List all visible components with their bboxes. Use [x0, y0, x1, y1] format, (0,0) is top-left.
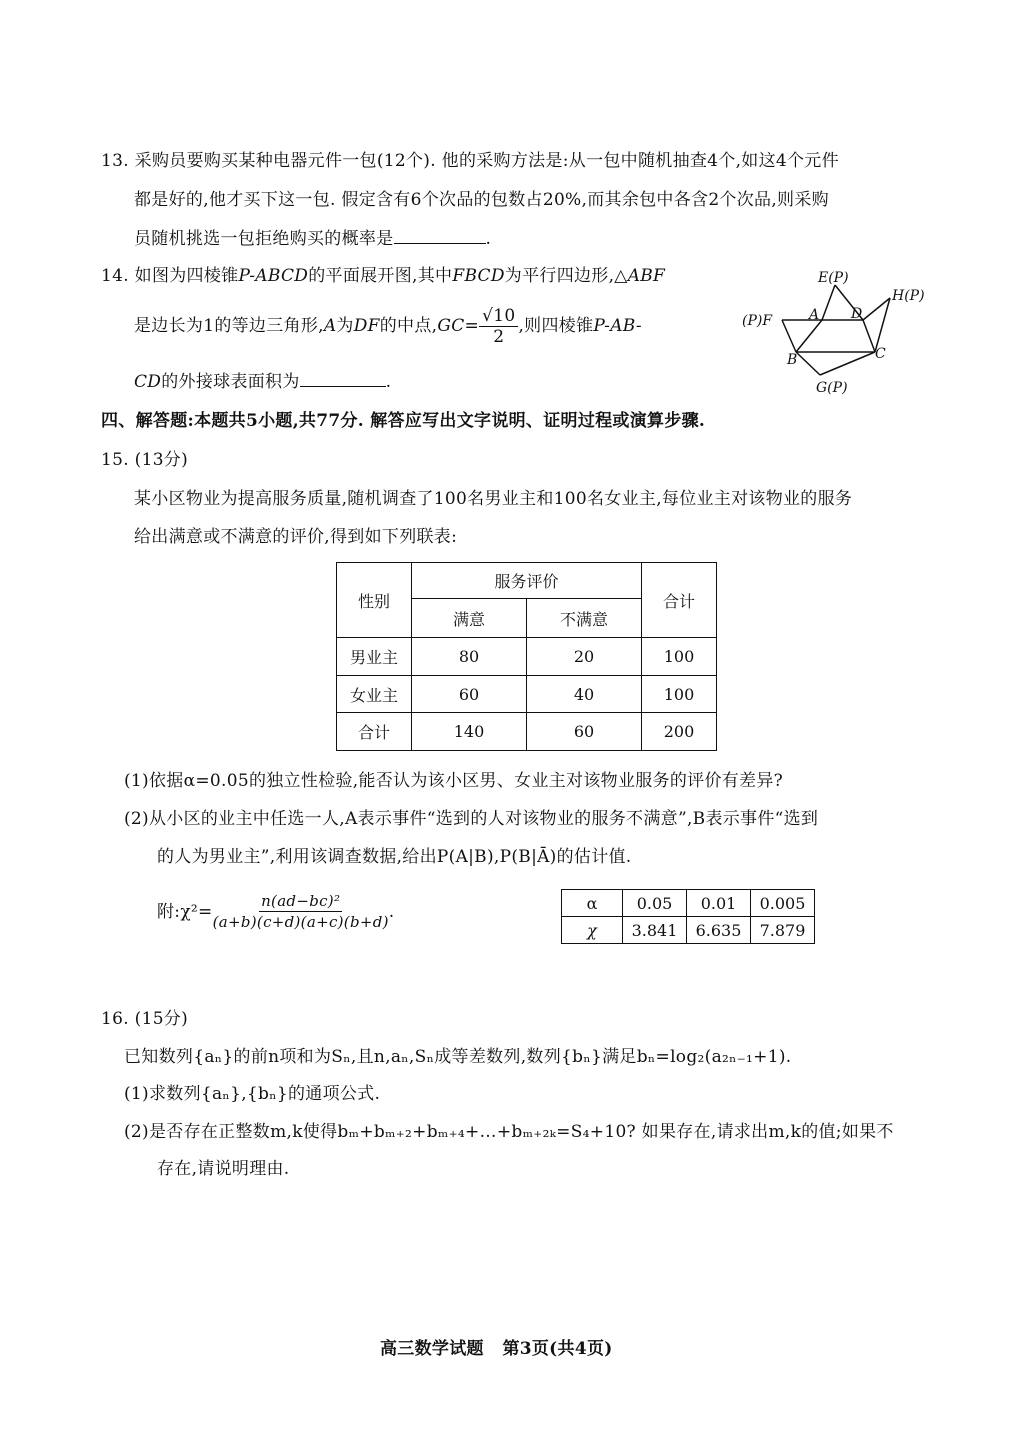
edge-AE: [822, 285, 835, 320]
section-4-heading: 四、解答题:本题共5小题,共77分. 解答应写出文字说明、证明过程或演算步骤.: [101, 411, 706, 431]
q13-answer-blank: [394, 229, 486, 244]
q14-frac-num: √10: [479, 306, 518, 327]
label-H: H(P): [892, 288, 925, 304]
figure-lines: [782, 285, 890, 375]
formula-fraction: [213, 891, 389, 932]
crit-chi-label: χ: [562, 917, 623, 944]
cell-total: 100: [642, 676, 717, 713]
row-label: 合计: [337, 713, 412, 751]
q16-subquestion-1: (1)求数列{aₙ},{bₙ}的通项公式.: [124, 1084, 381, 1104]
cell-unsatisfied: 60: [527, 713, 642, 751]
table-row: [337, 638, 717, 676]
chi-square-formula: [157, 891, 395, 932]
edge-CH: [875, 298, 890, 352]
q14-line2: [134, 306, 642, 347]
q14-fraction: [479, 306, 518, 347]
formula-end: .: [388, 901, 395, 922]
q14-text: 的平面展开图,其中: [308, 266, 453, 286]
crit-value: 6.635: [687, 917, 751, 944]
cell-total: 100: [642, 638, 717, 676]
th-unsatisfied: 不满意: [527, 599, 642, 638]
table-row: [337, 713, 717, 751]
q14-text: 14. 如图为四棱锥: [101, 266, 239, 286]
q14-math: A: [323, 316, 337, 336]
label-F: (P)F: [742, 313, 773, 329]
contingency-table: [336, 562, 717, 751]
page-footer: 高三数学试题 第3页(共4页): [380, 1339, 613, 1359]
label-E: E(P): [818, 270, 849, 286]
cell-total: 200: [642, 713, 717, 751]
q14-line1: [101, 265, 665, 287]
q14-line3: [134, 371, 391, 393]
q16-header: 16. (15分): [101, 1009, 189, 1029]
edge-AB: [796, 320, 822, 352]
th-satisfied: 满意: [412, 599, 527, 638]
q14-text: ,则四棱锥: [518, 316, 594, 336]
q14-text: 为平行四边形,△: [504, 266, 628, 286]
q13-line3: [134, 228, 491, 250]
q16-subquestion-2a: (2)是否存在正整数m,k使得bₘ+bₘ₊₂+bₘ₊₄+…+bₘ₊₂ₖ=S₄+10? 如果存在,请求出m,k的值;如果不: [124, 1122, 894, 1142]
q15-header: 15. (13分): [101, 450, 189, 470]
q14-math: ABF: [627, 266, 666, 286]
pyramid-net-figure: [738, 262, 958, 402]
q15-p1: 某小区物业为提高服务质量,随机调查了100名男业主和100名女业主,每位业主对该物业的服务: [134, 489, 853, 509]
label-B: B: [787, 352, 798, 368]
edge-FB: [782, 320, 796, 352]
crit-alpha: 0.05: [623, 890, 687, 917]
crit-alpha: 0.01: [687, 890, 751, 917]
table-row: [562, 917, 815, 944]
crit-alpha-label: α: [562, 890, 623, 917]
q15-subquestion-2a: (2)从小区的业主中任选一人,A表示事件“选到的人对该物业的服务不满意”,B表示事件“选到: [124, 809, 819, 829]
q14-text: 是边长为1的等边三角形,: [134, 316, 324, 336]
q14-math: CD: [134, 372, 162, 392]
q14-answer-blank: [300, 372, 386, 387]
critical-value-table: [561, 889, 815, 944]
formula-den: (a+b)(c+d)(a+c)(b+d): [212, 913, 389, 931]
q14-math: DF: [353, 316, 380, 336]
q13-line1: 13. 采购员要购买某种电器元件一包(12个). 他的采购方法是:从一包中随机抽查4个,如这4个元件: [101, 151, 839, 171]
q14-text: 的中点,: [379, 316, 438, 336]
label-A: A: [809, 307, 820, 323]
formula-num: n(ad−bc)²: [261, 892, 341, 910]
q16-p1: 已知数列{aₙ}的前n项和为Sₙ,且n,aₙ,Sₙ成等差数列,数列{bₙ}满足bₙ=log₂(a₂ₙ₋₁+1).: [124, 1047, 792, 1067]
q14-math: FBCD: [452, 266, 505, 286]
cell-satisfied: 60: [412, 676, 527, 713]
table-row: [337, 676, 717, 713]
cell-unsatisfied: 40: [527, 676, 642, 713]
q13-line3-end: .: [485, 229, 492, 249]
formula-prefix: 附:χ²=: [157, 901, 213, 922]
row-label: 女业主: [337, 676, 412, 713]
row-label: 男业主: [337, 638, 412, 676]
q14-math: GC: [437, 316, 465, 336]
crit-alpha: 0.005: [751, 890, 815, 917]
edge-BG: [796, 352, 820, 375]
q13-line2: 都是好的,他才买下这一包. 假定含有6个次品的包数占20%,而其余包中各含2个次品,则采购: [134, 190, 829, 210]
th-service: 服务评价: [412, 563, 642, 599]
q14-math: P-ABCD: [238, 266, 309, 286]
q14-text: .: [385, 372, 392, 392]
q15-subquestion-1: (1)依据α=0.05的独立性检验,能否认为该小区男、女业主对该物业服务的评价有差异?: [124, 771, 784, 791]
q14-frac-den: 2: [493, 327, 505, 347]
q15-p2: 给出满意或不满意的评价,得到如下列联表:: [134, 527, 458, 547]
cell-unsatisfied: 20: [527, 638, 642, 676]
q14-math: P-AB-: [593, 316, 642, 336]
th-total: 合计: [642, 563, 717, 638]
q14-text: 为: [336, 316, 354, 336]
edge-CG: [820, 352, 875, 375]
cell-satisfied: 140: [412, 713, 527, 751]
q13-line3-text: 员随机挑选一包拒绝购买的概率是: [134, 229, 394, 249]
edge-DH: [863, 298, 890, 320]
cell-satisfied: 80: [412, 638, 527, 676]
table-row: [562, 890, 815, 917]
crit-value: 3.841: [623, 917, 687, 944]
q15-subquestion-2b: 的人为男业主”,利用该调查数据,给出P(A|B),P(B|Ā)的估计值.: [157, 847, 632, 867]
q16-subquestion-2b: 存在,请说明理由.: [157, 1159, 290, 1179]
crit-value: 7.879: [751, 917, 815, 944]
edge-DC: [863, 320, 875, 352]
label-C: C: [875, 346, 886, 362]
th-gender: 性别: [337, 563, 412, 638]
label-G: G(P): [816, 380, 848, 396]
q14-text: 的外接球表面积为: [161, 372, 300, 392]
q14-text: =: [464, 316, 480, 336]
label-D: D: [851, 306, 863, 322]
